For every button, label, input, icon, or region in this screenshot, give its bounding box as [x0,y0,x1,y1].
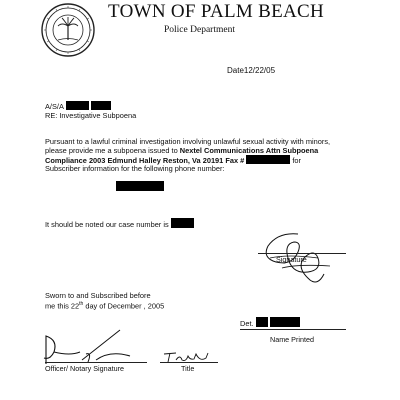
redacted-case-number [171,218,194,228]
sworn-day: me this 22 [45,301,80,311]
officer-signature-label: Officer/ Notary Signature [45,364,124,373]
sworn-line-1: Sworn to and Subscribed before [45,291,151,300]
letter-date: Date12/22/05 [227,66,276,75]
addressee-prefix: A/S/A [45,102,64,111]
case-number-text: It should be noted our case number is [45,220,169,229]
body-line-2 [45,146,318,155]
redacted-det-1 [256,317,268,327]
body-line-1: Pursuant to a lawful criminal investigation involving unlawful sexual activity with minors, [45,137,331,146]
redacted-name-1 [66,101,89,110]
det-line [240,317,300,328]
recipient-name: Nextel Communications Attn Subpoena [179,146,319,155]
officer-signature-line [45,362,147,363]
sworn-line-2 [45,300,164,310]
re-line: RE: Investigative Subpoena [45,111,137,120]
body-line-2-text: please provide me a subpoena issued to [45,146,180,155]
case-number-line [45,218,194,229]
recipient-address: Compliance 2003 Edmund Halley Reston, Va 20191 Fax # [45,156,245,165]
name-printed-label: Name Printed [270,335,314,344]
signature-label: Signature [276,255,307,264]
title-line [160,362,218,363]
sworn-day-suffix: th [79,301,84,307]
sworn-month-year: day of December , 2005 [83,301,165,311]
town-title: TOWN OF PALM BEACH [108,1,325,22]
title-label: Title [181,364,195,373]
name-printed-line [240,329,346,330]
det-label: Det. [240,319,254,328]
body-line-3-tail: for [292,156,301,165]
town-seal-logo [40,2,96,58]
department-name: Police Department [164,25,235,35]
redacted-name-2 [91,101,111,110]
redacted-fax [246,155,290,164]
redacted-phone-number [116,181,164,191]
redacted-det-2 [270,317,300,327]
body-line-4: Subscriber information for the following phone number: [45,164,225,173]
officer-signature-scribble [40,326,135,366]
signature-line [258,253,346,254]
addressee-line [45,101,111,111]
